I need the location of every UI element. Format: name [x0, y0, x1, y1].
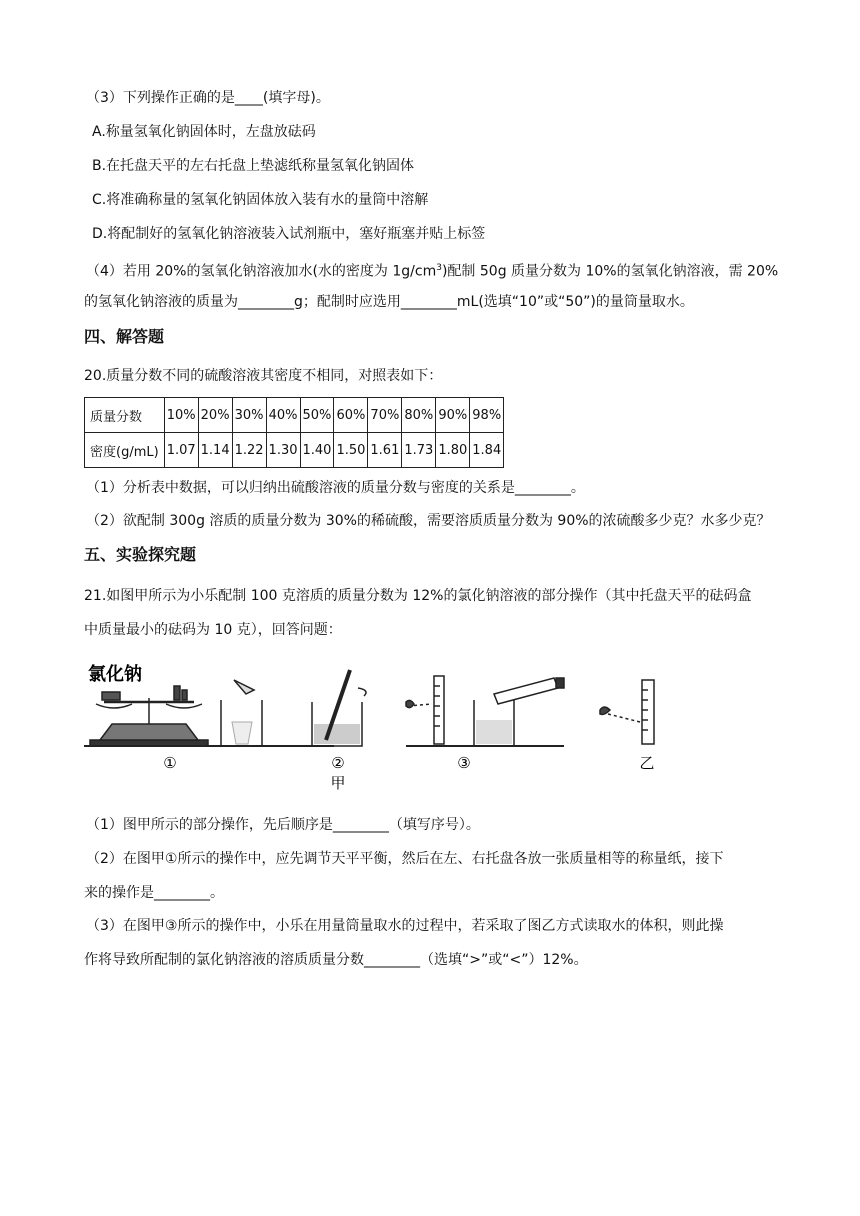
table-cell: 1.61 — [368, 433, 402, 468]
q21-stem-line2: 中质量最小的砝码为 10 克），回答问题： — [84, 622, 342, 638]
step-3-label: ③ — [457, 754, 471, 772]
q19-option-b: B.在托盘天平的左右托盘上垫滤纸称量氢氧化钠固体 — [92, 158, 415, 174]
q19-part4-line2: 的氢氧化钠溶液的质量为________g；配制时应选用________mL(选填“10”或“50”)的量筒量取水。 — [84, 294, 694, 310]
step-2-label: ② — [331, 754, 345, 772]
q21-part3-line1: （3）在图甲③所示的操作中，小乐在用量筒量取水的过程中，若采取了图乙方式读取水的体积，则此操 — [86, 918, 724, 934]
q19-part3: （3）下列操作正确的是____(填字母)。 — [86, 90, 330, 106]
step-1-label: ① — [163, 754, 177, 772]
table-cell: 60% — [334, 398, 368, 433]
table-row-header: 质量分数 — [85, 398, 165, 433]
density-table — [84, 397, 504, 468]
table-cell: 70% — [368, 398, 402, 433]
table-cell: 1.30 — [266, 433, 300, 468]
stirring-illustration — [312, 670, 366, 746]
table-cell: 50% — [300, 398, 334, 433]
q20-part1: （1）分析表中数据，可以归纳出硫酸溶液的质量分数与密度的关系是________。 — [86, 480, 585, 496]
q19-part4-line1: （4）若用 20%的氢氧化钠溶液加水(水的密度为 $1g/cm^3$)配制 50g 质量分数为 10%的氢氧化钠溶液，需 20% — [86, 263, 779, 280]
experiment-figure — [84, 660, 704, 795]
balance-illustration — [84, 680, 334, 746]
table-row — [85, 433, 504, 468]
q19-option-c: C.将准确称量的氢氧化钠固体放入装有水的量筒中溶解 — [92, 192, 429, 208]
q21-part1: （1）图甲所示的部分操作，先后顺序是________（填写序号）。 — [86, 817, 480, 833]
q19-option-a: A.称量氢氧化钠固体时，左盘放砝码 — [92, 124, 316, 140]
section-heading-4: 四、解答题 — [84, 327, 165, 346]
table-cell: 1.73 — [402, 433, 436, 468]
table-cell: 1.07 — [164, 433, 198, 468]
table-cell: 10% — [164, 398, 198, 433]
table-cell: 1.80 — [436, 433, 470, 468]
table-cell: 20% — [198, 398, 232, 433]
q20-part2: （2）欲配制 300g 溶质的质量分数为 30%的稀硫酸，需要溶质质量分数为 90%的浓硫酸多少克？水多少克？ — [86, 513, 771, 529]
table-cell: 1.22 — [232, 433, 266, 468]
table-cell: 80% — [402, 398, 436, 433]
section-heading-5: 五、实验探究题 — [84, 545, 197, 564]
pouring-illustration — [406, 676, 564, 746]
table-cell: 1.40 — [300, 433, 334, 468]
q19-option-d: D.将配制好的氢氧化钠溶液装入试剂瓶中，塞好瓶塞并贴上标签 — [92, 226, 486, 242]
table-cell: 1.84 — [470, 433, 504, 468]
reading-illustration — [600, 680, 654, 744]
table-cell: 98% — [470, 398, 504, 433]
q21-part2-line1: （2）在图甲①所示的操作中，应先调节天平平衡，然后在左、右托盘各放一张质量相等的称量纸，接下 — [86, 851, 724, 867]
figure-label-nacl: 氯化钠 — [88, 664, 142, 685]
q20-stem: 20.质量分数不同的硫酸溶液其密度不相同，对照表如下： — [84, 368, 443, 384]
table-cell: 40% — [266, 398, 300, 433]
table-cell: 30% — [232, 398, 266, 433]
table-row-header: 密度(g/mL) — [85, 433, 165, 468]
table-cell: 1.50 — [334, 433, 368, 468]
table-cell: 1.14 — [198, 433, 232, 468]
table-cell: 90% — [436, 398, 470, 433]
figure-yi-label: 乙 — [639, 754, 655, 772]
q21-stem-line1: 21.如图甲所示为小乐配制 100 克溶质的质量分数为 12%的氯化钠溶液的部分操作（其中托盘天平的砝码盒 — [84, 588, 752, 604]
table-row — [85, 398, 504, 433]
q21-part2-line2: 来的操作是________。 — [84, 885, 224, 901]
figure-jia-label: 甲 — [330, 774, 346, 792]
q21-part3-line2: 作将导致所配制的氯化钠溶液的溶质质量分数________（选填“>”或“<”）12%。 — [84, 952, 588, 968]
